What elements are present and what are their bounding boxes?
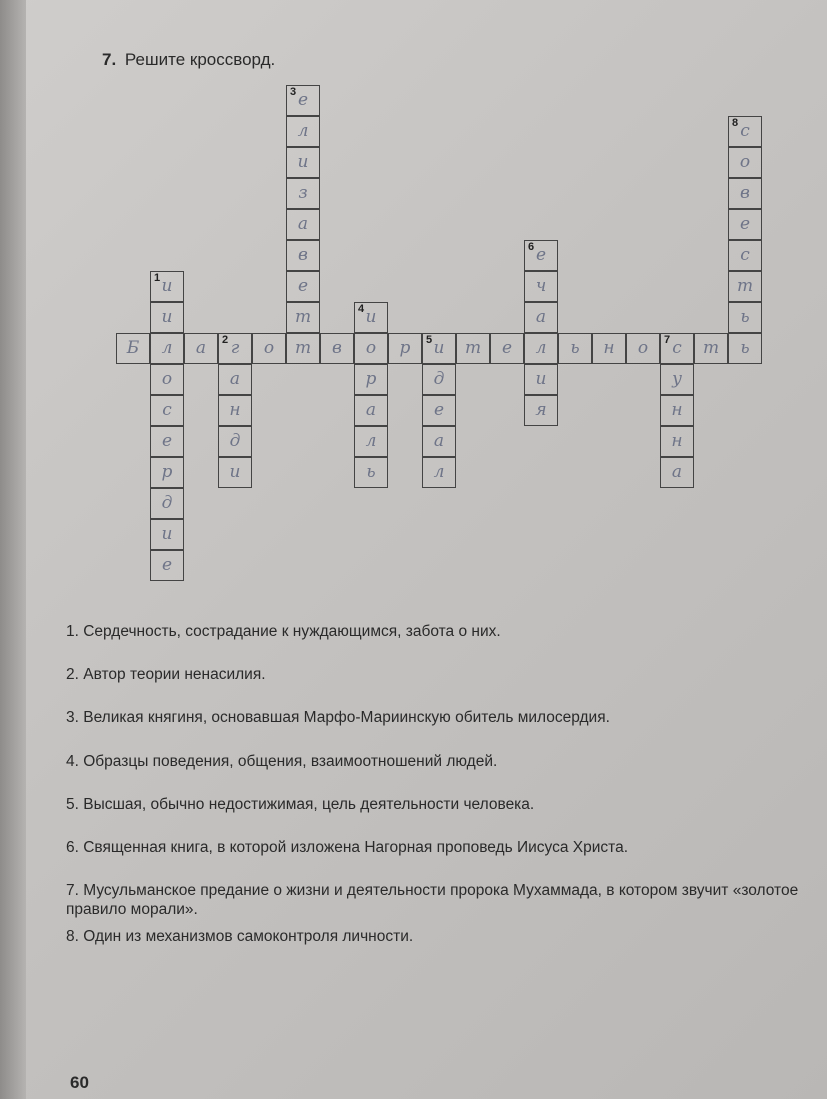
cell-letter: а: [297, 214, 309, 234]
cell-letter: с: [740, 121, 750, 141]
word-6-cell: [524, 364, 558, 395]
main-row-cell: [728, 333, 762, 364]
word-1-cell: [150, 457, 184, 488]
cell-letter: с: [740, 245, 750, 265]
main-row-cell: [320, 333, 354, 364]
cell-letter: т: [702, 338, 720, 358]
cell-letter: т: [294, 307, 312, 327]
clue-4: 4. Образцы поведения, общения, взаимоотношений людей.: [66, 753, 498, 770]
cell-letter: о: [365, 338, 377, 358]
word-1-cell: [150, 550, 184, 581]
clue-number-label: 6: [528, 241, 535, 253]
word-4-cell: [354, 457, 388, 488]
page-number: 60: [70, 1073, 89, 1092]
word-8-cell: [728, 116, 762, 147]
word-5-cell: [422, 426, 456, 457]
cell-letter: р: [161, 462, 173, 482]
word-2-cell: [218, 364, 252, 395]
cell-letter: г: [230, 338, 240, 358]
cell-letter: д: [229, 431, 241, 451]
word-4-cell: [354, 395, 388, 426]
word-3-cell: [286, 178, 320, 209]
word-4-cell: [354, 302, 388, 333]
word-5-cell: [422, 457, 456, 488]
clue-number-label: 5: [426, 334, 433, 346]
word-8-cell: [728, 209, 762, 240]
word-2-cell: [218, 457, 252, 488]
cell-letter: е: [739, 214, 751, 234]
cell-letter: а: [535, 307, 547, 327]
cell-letter: а: [195, 338, 207, 358]
main-row-cell: [490, 333, 524, 364]
word-8-cell: [728, 147, 762, 178]
word-3-cell: [286, 85, 320, 116]
word-2-cell: [218, 395, 252, 426]
cell-letter: я: [535, 400, 547, 420]
clue-2: 2. Автор теории ненасилия.: [66, 666, 266, 683]
cell-letter: в: [740, 183, 750, 203]
cell-letter: р: [365, 369, 377, 389]
clue-8: 8. Один из механизмов самоконтроля личности.: [66, 928, 414, 945]
word-1-cell: [150, 302, 184, 333]
cell-letter: и: [161, 307, 173, 327]
cell-letter: е: [297, 276, 309, 296]
word-6-cell: [524, 271, 558, 302]
clue-3: 3. Великая княгиня, основавшая Марфо-Мариинскую обитель милосердия.: [66, 709, 610, 726]
word-1-cell: [150, 488, 184, 519]
cell-letter: д: [433, 369, 445, 389]
cell-letter: е: [297, 90, 309, 110]
cell-letter: и: [535, 369, 547, 389]
main-row-cell: [388, 333, 422, 364]
clue-number-label: 1: [154, 272, 161, 284]
cell-letter: в: [332, 338, 342, 358]
clue-number-label: 7: [664, 334, 671, 346]
main-row-cell: [218, 333, 252, 364]
cell-letter: и: [161, 276, 173, 296]
word-8-cell: [728, 271, 762, 302]
word-6-cell: [524, 240, 558, 271]
cell-letter: л: [433, 462, 445, 482]
cell-letter: т: [736, 276, 754, 296]
main-row-cell: [184, 333, 218, 364]
word-5-cell: [422, 395, 456, 426]
cell-letter: у: [672, 369, 682, 389]
cell-letter: е: [161, 555, 173, 575]
word-7-cell: [660, 364, 694, 395]
cell-letter: ч: [535, 276, 547, 296]
main-row-cell: [252, 333, 286, 364]
main-row-cell: [524, 333, 558, 364]
cell-letter: л: [535, 338, 547, 358]
word-1-cell: [150, 271, 184, 302]
cell-letter: с: [672, 338, 682, 358]
clue-6: 6. Священная книга, в которой изложена Нагорная проповедь Иисуса Христа.: [66, 839, 629, 856]
word-3-cell: [286, 116, 320, 147]
task-number: 7.: [102, 50, 117, 69]
cell-letter: ь: [570, 338, 580, 358]
word-1-cell: [150, 426, 184, 457]
main-row-cell: [354, 333, 388, 364]
word-2-cell: [218, 426, 252, 457]
word-8-cell: [728, 302, 762, 333]
cell-letter: н: [603, 338, 615, 358]
word-7-cell: [660, 395, 694, 426]
main-row-cell: [660, 333, 694, 364]
cell-letter: н: [671, 431, 683, 451]
cell-letter: а: [365, 400, 377, 420]
clue-7: 7. Мусульманское предание о жизни и деятельности пророка Мухаммада, в котором звучит «золотое правило морали».: [66, 882, 799, 918]
cell-letter: о: [739, 152, 751, 172]
cell-letter: л: [161, 338, 173, 358]
cell-letter: и: [229, 462, 241, 482]
cell-letter: е: [501, 338, 513, 358]
word-3-cell: [286, 240, 320, 271]
cell-letter: ь: [740, 307, 750, 327]
cell-letter: с: [162, 400, 172, 420]
cell-letter: н: [229, 400, 241, 420]
cell-letter: л: [297, 121, 309, 141]
word-3-cell: [286, 147, 320, 178]
cell-letter: о: [263, 338, 275, 358]
cell-letter: е: [433, 400, 445, 420]
cell-letter: е: [535, 245, 547, 265]
cell-letter: о: [637, 338, 649, 358]
clue-1: 1. Сердечность, сострадание к нуждающимся, забота о них.: [66, 623, 501, 640]
main-row-cell: [286, 333, 320, 364]
word-7-cell: [660, 426, 694, 457]
cell-letter: а: [229, 369, 241, 389]
cell-letter: и: [161, 524, 173, 544]
word-6-cell: [524, 302, 558, 333]
main-row-cell: [626, 333, 660, 364]
cell-letter: о: [161, 369, 173, 389]
clue-number-label: 8: [732, 117, 739, 129]
word-8-cell: [728, 178, 762, 209]
word-1-cell: [150, 395, 184, 426]
word-1-cell: [150, 519, 184, 550]
word-3-cell: [286, 302, 320, 333]
word-7-cell: [660, 457, 694, 488]
cell-letter: и: [433, 338, 445, 358]
cell-letter: а: [671, 462, 683, 482]
task-title: Решите кроссворд.: [124, 50, 276, 69]
main-row-cell: [116, 333, 150, 364]
cell-letter: в: [298, 245, 308, 265]
cell-letter: Б: [126, 338, 140, 358]
cell-letter: т: [294, 338, 312, 358]
main-row-cell: [456, 333, 490, 364]
cell-letter: з: [298, 183, 308, 203]
cell-letter: л: [365, 431, 377, 451]
cell-letter: ь: [366, 462, 376, 482]
cell-letter: т: [464, 338, 482, 358]
cell-letter: а: [433, 431, 445, 451]
word-6-cell: [524, 395, 558, 426]
word-3-cell: [286, 209, 320, 240]
cell-letter: е: [161, 431, 173, 451]
main-row-cell: [694, 333, 728, 364]
cell-letter: д: [161, 493, 173, 513]
word-4-cell: [354, 364, 388, 395]
cell-letter: н: [671, 400, 683, 420]
main-row-cell: [150, 333, 184, 364]
word-4-cell: [354, 426, 388, 457]
cell-letter: и: [365, 307, 377, 327]
cell-letter: ь: [740, 338, 750, 358]
cell-letter: р: [399, 338, 411, 358]
main-row-cell: [558, 333, 592, 364]
clue-number-label: 3: [290, 86, 297, 98]
word-8-cell: [728, 240, 762, 271]
clue-number-label: 2: [222, 334, 229, 346]
clue-number-label: 4: [358, 303, 365, 315]
main-row-cell: [592, 333, 626, 364]
word-5-cell: [422, 364, 456, 395]
word-3-cell: [286, 271, 320, 302]
clue-5: 5. Высшая, обычно недостижимая, цель деятельности человека.: [66, 796, 535, 813]
cell-letter: и: [297, 152, 309, 172]
main-row-cell: [422, 333, 456, 364]
word-1-cell: [150, 364, 184, 395]
